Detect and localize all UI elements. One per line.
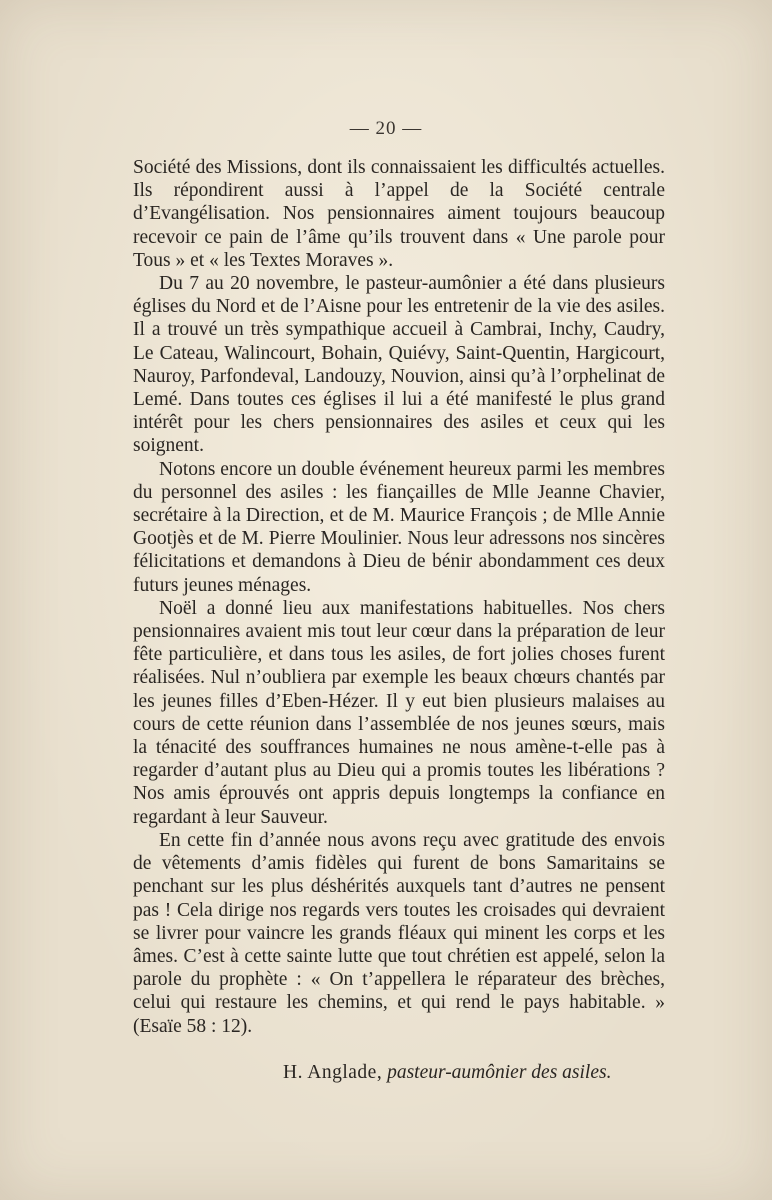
signature — [283, 1061, 643, 1084]
paragraph-christmas: Noël a donné lieu aux manifestations habituelles. Nos chers pensionnaires avaient mis tout leur cœur dans la préparation de leur fête particulière, et dans tous les asiles, de fort jolies choses furent réalisées. Nul n’oubliera par exemple les beaux chœurs chantés par les jeunes filles d’Eben-Hézer. Il y eut bien plusieurs malaises au cours de cette réunion dans l’assemblée de nos jeunes sœurs, mais la ténacité des souffrances humaines ne nous amène-t-elle pas à regarder d’autant plus au Dieu qui a promis toutes les libérations ? Nos amis éprouvés ont appris depuis longtemps la confiance en regardant à leur Sauveur. — [133, 597, 665, 828]
signature-title: pasteur-aumônier des asiles. — [387, 1062, 612, 1083]
page-number: — 20 — — [349, 118, 423, 139]
paragraph-missions: Société des Missions, dont ils connaissaient les difficultés actuelles. Ils répondirent aussi à l’appel de la Société centrale d’Evangélisation. Nos pensionnaires aiment toujours beaucoup recevoir ce pain de l’âme qu’ils trouvent dans « Une parole pour Tous » et « les Textes Moraves ». — [133, 157, 665, 271]
signature-name: H. Anglade, — [283, 1062, 383, 1083]
paragraph-november-tour: Du 7 au 20 novembre, le pasteur-aumônier a été dans plusieurs églises du Nord et de l’Aisne pour les entretenir de la vie des asiles. Il a trouvé un très sympathique accueil à Cambrai, Inchy, Caudry, Le Cateau, Walincourt, Bohain, Quiévy, Saint-Quentin, Hargicourt, Nauroy, Parfondeval, Landouzy, Nouvion, ainsi qu’à l’orphelinat de Lemé. Dans toutes ces églises il lui a été manifesté le plus grand intérêt pour les chers pensionnaires des asiles et ceux qui les soignent. — [133, 273, 665, 457]
paragraph-engagements: Notons encore un double événement heureux parmi les membres du personnel des asiles : les fiançailles de Mlle Jeanne Chavier, secrétaire à la Direction, et de M. Maurice François ; de Mlle Annie Gootjès et de M. Pierre Moulinier. Nous leur adressons nos sincères félicitations et demandons à Dieu de bénir abondamment ces deux futurs jeunes ménages. — [133, 458, 665, 596]
paragraph-year-end: En cette fin d’année nous avons reçu avec gratitude des envois de vêtements d’amis fidèles qui furent de bons Samaritains se penchant sur les plus déshérités auxquels tant d’autres ne pensent pas ! Cela dirige nos regards vers toutes les croisades qui devraient se livrer pour vaincre les grands fléaux qui minent les corps et les âmes. C’est à cette sainte lutte que tout chrétien est appelé, selon la parole du prophète : « On t’appellera le réparateur des brèches, celui qui restaure les chemins, et qui rend le pays habitable. » (Esaïe 58 : 12). — [133, 829, 665, 1037]
body-text — [133, 156, 665, 1038]
